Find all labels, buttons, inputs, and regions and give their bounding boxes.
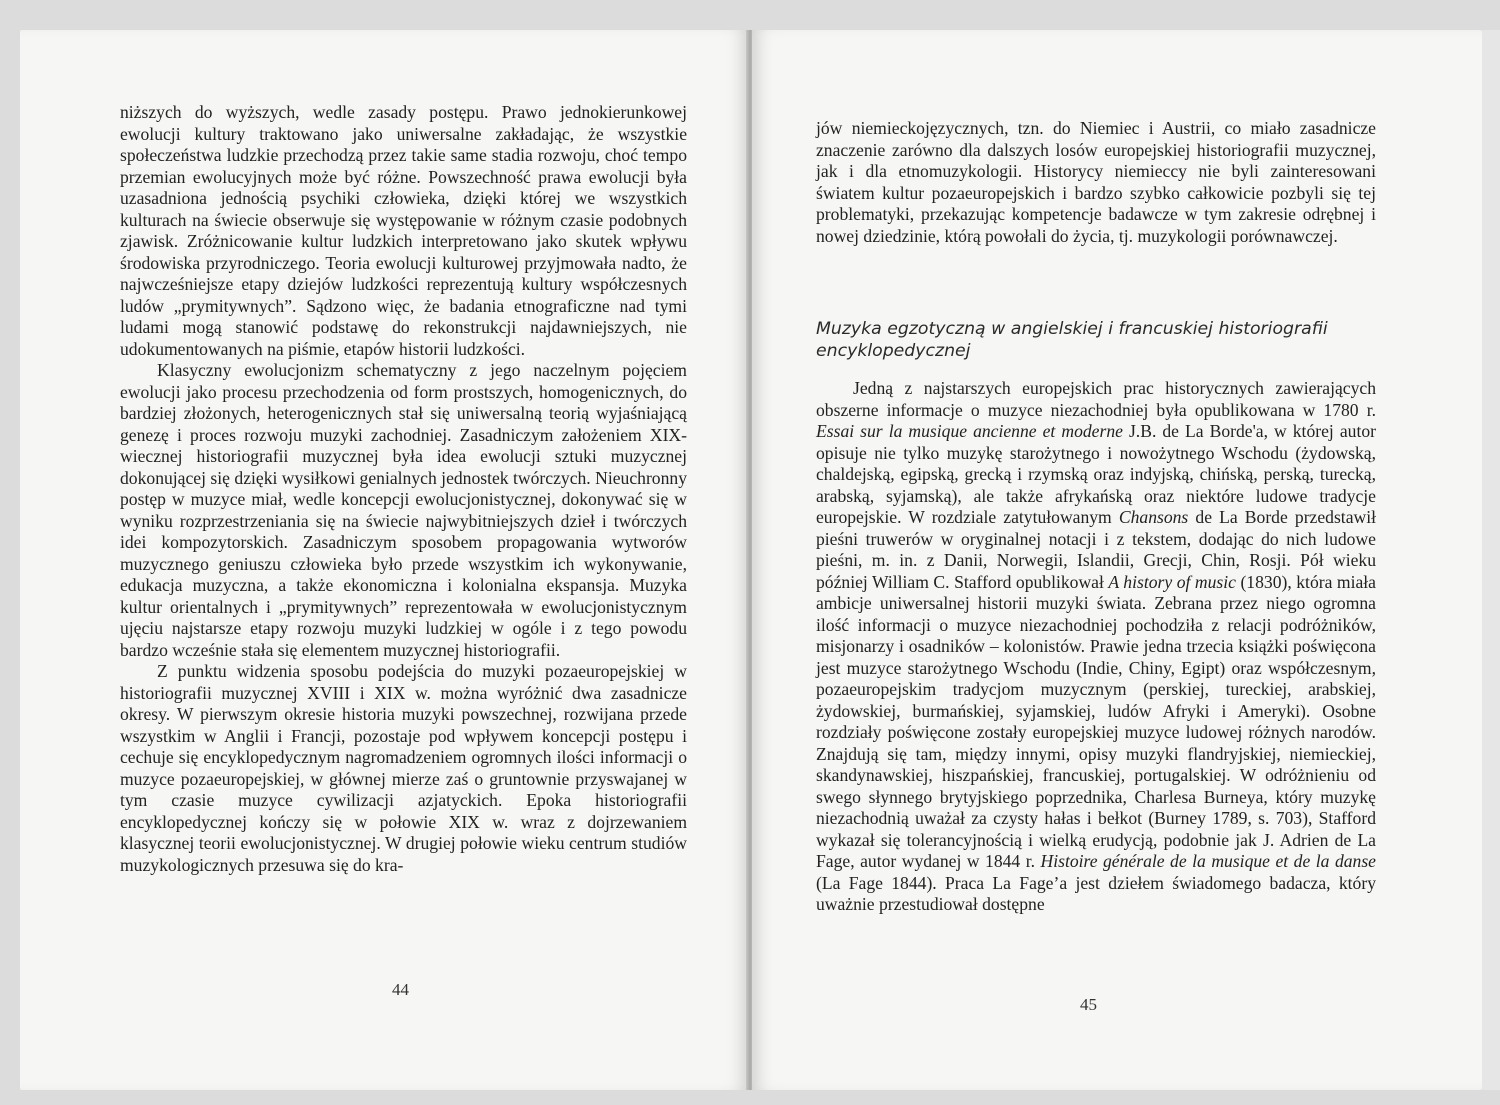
text-run: Jedną z najstarszych europejskich prac historycznych zawierających obszerne informacje o muzyce niezachodniej była opublikowana w 1780 r. [816,378,1376,420]
text-run: de La Borde przedstawił pieśni truwerów w oryginalnej notacji i z tekstem, dodając do nich ludowe pieśni, m. in. z Danii, Norwegii, Islandii, Grecji, Chin, Rosji. Pół wieku później William C. Stafford opublikował [816,507,1376,592]
scan-edge [1482,30,1500,1090]
left-page-text [120,102,687,876]
book-title-histoire-generale: Histoire générale de la musique et de la danse [1040,851,1376,871]
text-run: J.B. de La Borde'a, w której autor opisuje nie tylko muzykę starożytnego i nowożytnego Wschodu (żydowską, chaldejską, egipską, grecką i rzymską oraz indyjską, chińską, perską, turecką, arabską, syjamską), ale także afrykańską oraz niektóre ludowe tradycje europejskie. W rozdziale zatytułowanym [816,421,1376,527]
left-page [20,30,748,1090]
book-title-history-of-music: A history of music [1108,571,1236,592]
right-top-text [816,118,1376,247]
right-paragraph-continued: jów niemieckojęzycznych, tzn. do Niemiec i Austrii, co miało zasadnicze znaczenie zarówno dla dalszych losów europejskiej historiografii muzycznej, jak i dla etnomuzykologii. Historycy niemieccy nie byli zainteresowani światem kultur pozaeuropejskich i bardzo szybko całkowicie pozbyli się tej problematyki, przekazując kompetencje badawcze w tym zakresie odrębnej i nowej dziedzinie, którą powołali do życia, tj. muzykologii porównawczej. [816,118,1376,246]
right-page-number: 45 [1080,995,1097,1014]
left-paragraph-1: niższych do wyższych, wedle zasady postępu. Prawo jednokierunkowej ewolucji kultury traktowano jako uniwersalne zakładając, że wszystkie społeczeństwa ludzkie przechodzą przez takie same stadia rozwoju, choć tempo przemian ewolucyjnych może być różne. Powszechność prawa ewolucji była uzasadniona jednością psychiki człowieka, dzięki której we wszystkich kulturach na świecie obserwuje się występowanie w różnym czasie podobnych zjawisk. Zróżnicowanie kultur ludzkich interpretowano jako skutek wpływu środowiska przyrodniczego. Teoria ewolucji kulturowej przyjmowała nadto, że najwcześniejsze etapy dziejów ludzkości reprezentują kultury współczesnych ludów „prymitywnych”. Sądzono więc, że badania etnograficzne nad tymi ludami mogą stanowić podstawę do rekonstrukcji najdawniejszych, nie udokumentowanych na piśmie, etapów historii ludzkości. [120,102,687,359]
left-paragraph-3: Z punktu widzenia sposobu podejścia do muzyki pozaeuropejskiej w historiografii muzycznej XVIII i XIX w. można wyróżnić dwa zasadnicze okresy. W pierwszym okresie historia muzyki powszechnej, rozwijana przede wszystkim w Anglii i Francji, pozostaje pod wpływem koncepcji postępu i cechuje się encyklopedycznym nagromadzeniem ogromnych ilości informacji o muzyce pozaeuropejskiej, w głównej mierze zaś o gruntownie przyswajanej w tym czasie muzyce cywilizacji azjatyckich. Epoka historiografii encyklopedycznej kończy się w połowie XIX w. wraz z dojrzewaniem klasycznej teorii ewolucjonistycznej. W drugiej połowie wieku centrum studiów muzykologicznych przesuwa się do kra- [120,661,687,875]
chapter-title-chansons: Chansons [1118,507,1189,527]
text-run: (1830), która miała ambicje uniwersalnej historii muzyki świata. Zebrana przez niego ogromna ilość informacji o muzyce niezachodniej pochodziła z relacji podróżników, misjonarzy i osadników – kolonistów. Prawie jedna trzecia książki poświęcona jest muzyce starożytnego Wschodu (Indie, Chiny, Egipt) oraz współczesnym, pozaeuropejskim tradycjom muzycznym (perskiej, tureckiej, arabskiej, żydowskiej, burmańskiej, syjamskiej, ludów Afryki i Ameryki). Osobne rozdziały poświęcone zostały europejskiej muzyce ludowej różnych narodów. Znajdują się tam, między innymi, opisy muzyki flandryjskiej, niemieckiej, skandynawskiej, hiszpańskiej, francuskiej, portugalskiej. W odróżnieniu od swego słynnego brytyjskiego poprzednika, Charlesa Burneya, który muzykę niezachodnią uważał za czysty hałas i bełkot (Burney 1789, s. 703), Stafford wykazał się tolerancyjnością i wielką erudycją, podobnie jak J. Adrien de La Fage, autor wydanej w 1844 r. [816,571,1376,871]
left-paragraph-2: Klasyczny ewolucjonizm schematyczny z jego naczelnym pojęciem ewolucji jako procesu przechodzenia od form prostszych, homogenicznych, do bardziej złożonych, heterogenicznych stał się uniwersalną teorią wyjaśniającą genezę i proces rozwoju muzyki zachodniej. Zasadniczym założeniem XIX-wiecznej historiografii muzycznej była idea ewolucji sztuki muzycznej dokonującej się dzięki wysiłkowi genialnych jednostek twórczych. Nieuchronny postęp w muzyce miał, wedle koncepcji ewolucjonistycznej, dokonywać się w wyniku rozprzestrzeniania się na świecie najwybitniejszych dzieł i twórczych idei kompozytorskich. Zasadniczym sposobem propagowania wytworów muzycznego geniuszu człowieka było przede wszystkim ich wykonywanie, edukacja muzyczna, a także ekonomiczna i kolonialna ekspansja. Muzyka kultur orientalnych i „prymitywnych” reprezentowała w ewolucjonistycznym ujęciu najstarsze etapy rozwoju muzyki ludzkiej w ogóle i z tego powodu bardzo wcześnie stała się elementem muzycznej historiografii. [120,360,687,660]
text-run: (La Fage 1844). Praca La Fage’a jest dziełem świadomego badacza, który uważnie przestudiował dostępne [816,872,1376,914]
book-title-essai: Essai sur la musique ancienne et moderne [816,421,1123,441]
left-page-number: 44 [392,980,409,999]
right-paragraph-1 [816,378,1376,916]
right-body-text [816,378,1376,916]
right-page [752,30,1482,1090]
section-heading: Muzyka egzotyczną w angielskiej i francuskiej historiografii encyklopedycznej [816,319,1328,361]
